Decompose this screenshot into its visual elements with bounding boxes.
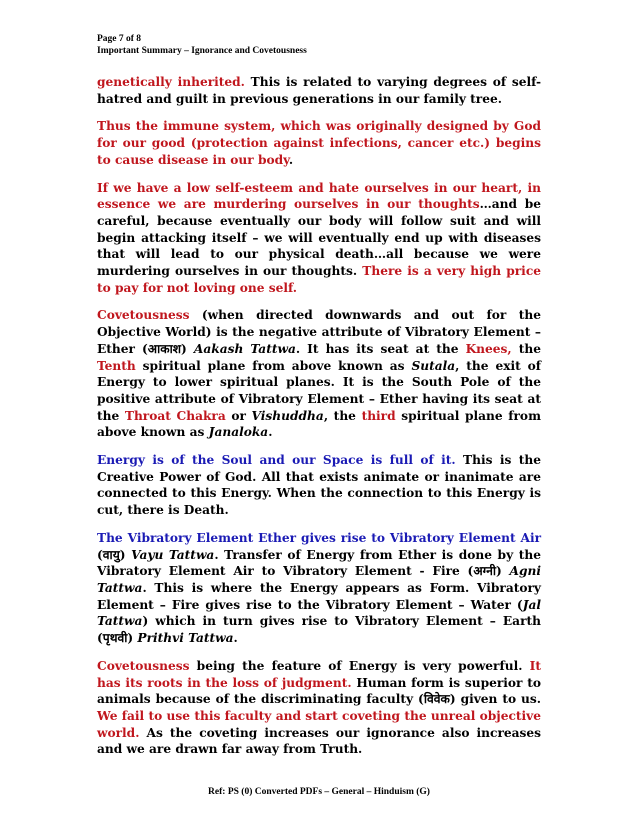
text-run: , the — [323, 408, 362, 423]
text-run: . — [233, 631, 238, 646]
text-run: Prithvi Tattwa — [137, 631, 234, 646]
text-run: We fail to use this faculty and start coveting the unreal objective world. — [97, 708, 541, 740]
text-run: ) which in turn gives rise to Vibratory Element – Earth (पृथवी) — [97, 614, 541, 646]
paragraph — [97, 452, 541, 519]
paragraph — [97, 530, 541, 647]
text-run: . It has its seat at the — [295, 341, 466, 356]
text-run: Thus the immune system, which was originally designed by God for our good (protection against infections, cancer etc.) begins to cause disease in our body — [97, 119, 541, 167]
text-run: or — [225, 408, 252, 423]
text-run: Energy is of the Soul and our Space is full of it. — [97, 453, 456, 468]
text-run: , the exit of Energy to lower spiritual planes. It is the South Pole of the positive attribute of Vibratory Element – Ether having its seat at the — [97, 358, 541, 423]
text-run: Covetousness — [97, 308, 190, 323]
text-run: . Transfer of Energy from Ether is done by the Vibratory Element Air to Vibratory Element - Fire (अग्नी) — [97, 547, 541, 579]
text-run: Human form is superior to animals because of the discriminating faculty (विवेक) given to us. — [97, 675, 541, 707]
text-run: …and be careful, because eventually our body will follow suit and will begin attacking itself – we will eventually end up with diseases that will lead to our physical death…all because we were murdering ourselves in our thoughts. — [97, 197, 541, 279]
text-run: spiritual plane from above known as — [97, 408, 541, 440]
paragraph — [97, 180, 541, 297]
text-run: Knees, — [465, 341, 512, 356]
text-run: genetically inherited. — [97, 75, 245, 89]
paragraph — [97, 658, 541, 758]
paragraph — [97, 307, 541, 441]
text-run: This is related to varying degrees of self-hatred and guilt in previous generations in our family tree. — [97, 75, 541, 106]
text-run: . — [288, 152, 294, 167]
text-run: the — [511, 341, 541, 356]
text-run: (वायु) — [97, 547, 132, 562]
text-run: If we have a low self-esteem and hate ourselves in our heart, in essence we are murdering ourselves in our thoughts — [97, 180, 541, 212]
text-run: spiritual plane from above known as — [135, 358, 412, 373]
text-run: being the feature of Energy is very powerful. — [189, 658, 530, 673]
text-run: Throat Chakra — [124, 408, 226, 423]
text-run: Agni Tattwa — [97, 564, 541, 595]
text-run: Jal Tattwa — [97, 597, 541, 629]
text-run: . This is where the Energy appears as Form. Vibratory Element – Fire gives rise to the Vibratory Element – Water ( — [97, 580, 541, 612]
text-run: Tenth — [97, 358, 136, 373]
text-run: third — [361, 408, 396, 423]
text-run: . — [268, 425, 273, 440]
text-run: Vayu Tattwa — [131, 547, 215, 562]
text-run: It has its roots in the loss of judgment. — [97, 658, 541, 690]
text-run: Janaloka — [208, 425, 269, 440]
text-run: Sutala — [411, 358, 456, 373]
document-title: Important Summary – Ignorance and Covetousness — [97, 46, 307, 56]
page-footer: Ref: PS (0) Converted PDFs – General – Hinduism (G) — [208, 787, 430, 797]
text-run: This is the Creative Power of God. All that exists animate or inanimate are connected to this Energy. When the connection to this Energy is cut, there is Death. — [97, 453, 541, 518]
text-run: Aakash Tattwa — [193, 341, 296, 356]
text-run: The Vibratory Element Ether gives rise to Vibratory Element Air — [97, 530, 541, 545]
text-run: (when directed downwards and out for the Objective World) is the negative attribute of Vibratory Element – Ether (आकाश) — [97, 308, 541, 356]
text-run: Vishuddha — [251, 408, 324, 423]
body-text — [97, 74, 541, 769]
paragraph — [97, 118, 541, 168]
page-header — [97, 33, 307, 57]
paragraph — [97, 74, 541, 107]
page-number: Page 7 of 8 — [97, 34, 142, 44]
text-run: As the coveting increases our ignorance also increases and we are drawn far away from Truth. — [97, 725, 541, 757]
text-run: Covetousness — [97, 658, 190, 673]
text-run: There is a very high price to pay for not loving one self. — [97, 264, 541, 295]
